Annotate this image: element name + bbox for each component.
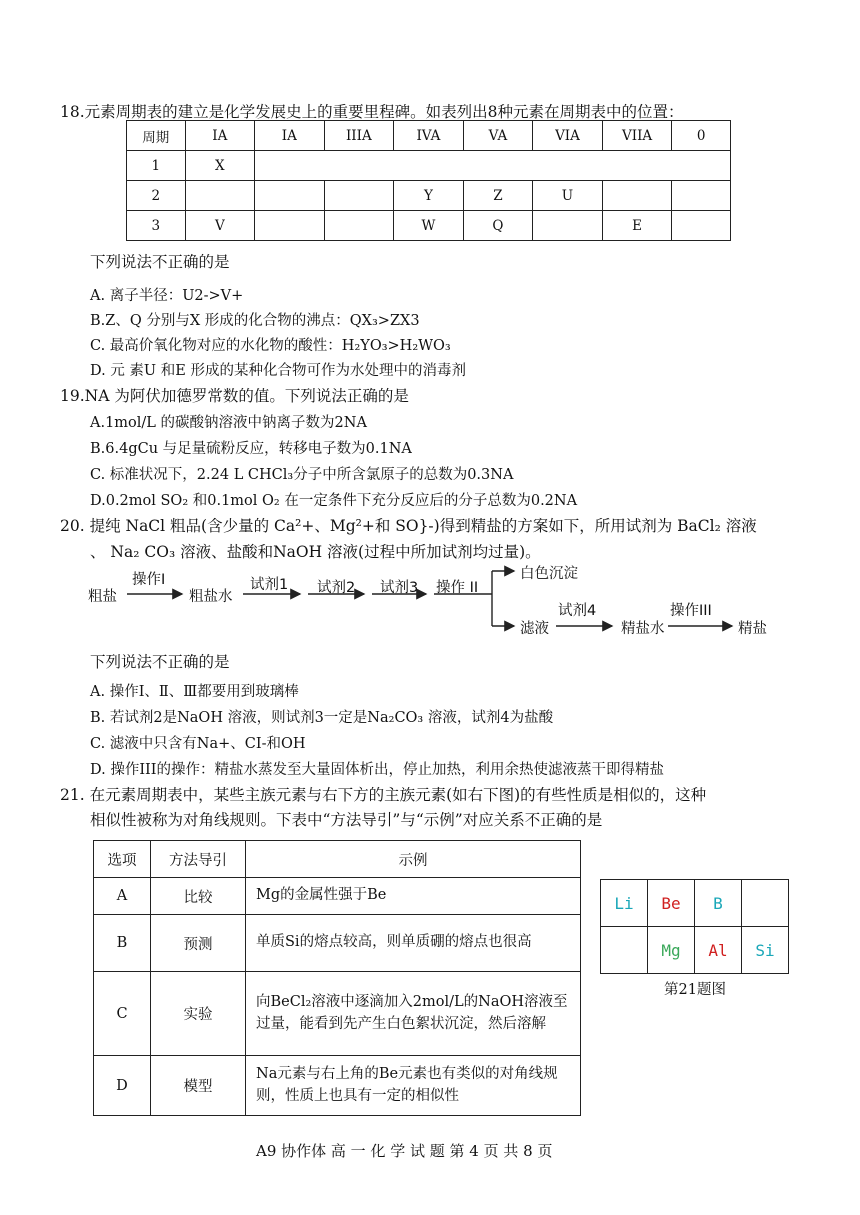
table-cell: Z — [463, 181, 533, 211]
table-cell: 模型 — [151, 1056, 246, 1116]
table-cell: A — [94, 878, 151, 915]
flow-reagent3: 试剂3 — [380, 580, 419, 596]
table-cell: Na元素与右上角的Be元素也有类似的对角线规则，性质上也具有一定的相似性 — [246, 1056, 581, 1116]
table-cell: Q — [463, 211, 533, 241]
table-cell: IA — [185, 121, 254, 151]
table-cell: B — [94, 915, 151, 972]
element-cell: Al — [695, 927, 742, 974]
flow-op2-label: 操作 II — [436, 580, 479, 596]
table-cell: W — [394, 211, 464, 241]
q20-option-c: C. 滤液中只含有Na+、CI-和OH — [90, 736, 306, 752]
diagonal-rule-diagram — [600, 879, 789, 974]
q20-option-a: A. 操作I、Ⅱ、Ⅲ都要用到玻璃棒 — [90, 684, 299, 700]
flow-filtrate: 滤液 — [520, 621, 549, 637]
page-footer: A9 协作体 高 一 化 学 试 题 第 4 页 共 8 页 — [256, 1142, 553, 1160]
table-cell: 示例 — [246, 841, 581, 878]
table-cell: Mg的金属性强于Be — [246, 878, 581, 915]
table-cell: 向BeCl₂溶液中逐滴加入2mol/L的NaOH溶液至过量，能看到先产生白色絮状沉淀，然后溶解 — [246, 972, 581, 1056]
table-cell: Y — [394, 181, 464, 211]
q20-option-b: B. 若试剂2是NaOH 溶液，则试剂3一定是Na₂CO₃ 溶液，试剂4为盐酸 — [90, 710, 554, 726]
table-cell: VIA — [533, 121, 603, 151]
element-cell — [742, 880, 789, 927]
table-cell: V — [185, 211, 254, 241]
table-row — [94, 915, 581, 972]
q20-prompt: 下列说法不正确的是 — [90, 653, 230, 671]
flow-crude-brine: 粗盐水 — [189, 589, 233, 605]
diagram-row — [601, 880, 789, 927]
table-cell: 1 — [127, 151, 186, 181]
flow-op1-label: 操作I — [132, 572, 166, 588]
table-row — [94, 1056, 581, 1116]
flow-reagent1: 试剂1 — [250, 577, 289, 593]
element-cell: B — [695, 880, 742, 927]
q21-stem-line1: 21. 在元素周期表中，某些主族元素与右下方的主族元素(如右下图)的有些性质是相似的，这种 — [60, 786, 707, 804]
element-cell — [601, 927, 648, 974]
table-cell: 0 — [672, 121, 731, 151]
q19-option-a: A.1mol/L 的碳酸钠溶液中钠离子数为2NA — [90, 415, 367, 431]
q19-stem: 19.NA 为阿伏加德罗常数的值。下列说法正确的是 — [60, 387, 409, 405]
flow-op3-label: 操作III — [670, 603, 712, 619]
table-cell: 选项 — [94, 841, 151, 878]
table-cell: IA — [255, 121, 324, 151]
table-cell: VA — [463, 121, 533, 151]
table-cell: 周期 — [127, 121, 186, 151]
table-row — [94, 972, 581, 1056]
q19-option-d: D.0.2mol SO₂ 和0.1mol O₂ 在一定条件下充分反应后的分子总数为0.2NA — [90, 493, 578, 509]
q21-stem-line2: 相似性被称为对角线规则。下表中“方法导引”与“示例”对应关系不正确的是 — [90, 811, 603, 829]
q20-stem-line1: 20. 提纯 NaCl 粗品(含少量的 Ca²+、Mg²+和 SO}-)得到精盐的方案如下，所用试剂为 BaCl₂ 溶液 — [60, 517, 757, 535]
table-cell: C — [94, 972, 151, 1056]
table-cell: 比较 — [151, 878, 246, 915]
q18-option-c: C. 最高价氧化物对应的水化物的酸性：H₂YO₃>H₂WO₃ — [90, 338, 451, 354]
q18-option-d: D. 元 素U 和E 形成的某种化合物可作为水处理中的消毒剂 — [90, 363, 466, 379]
q19-option-c: C. 标准状况下，2.24 L CHCl₃分子中所含氯原子的总数为0.3NA — [90, 467, 514, 483]
flow-reagent4: 试剂4 — [558, 603, 597, 619]
table-cell: E — [602, 211, 672, 241]
table-cell: IVA — [394, 121, 464, 151]
table-cell: 单质Si的熔点较高，则单质硼的熔点也很高 — [246, 915, 581, 972]
table-cell: D — [94, 1056, 151, 1116]
flow-refined-brine: 精盐水 — [621, 621, 665, 637]
table-cell: 3 — [127, 211, 186, 241]
q20-stem-line2: 、 Na₂ CO₃ 溶液、盐酸和NaOH 溶液(过程中所加试剂均过量)。 — [90, 543, 541, 561]
q20-option-d: D. 操作III的操作：精盐水蒸发至大量固体析出，停止加热，利用余热使滤液蒸干即得精盐 — [90, 762, 665, 778]
q18-option-a: A. 离子半径：U2->V+ — [90, 288, 244, 304]
element-cell: Si — [742, 927, 789, 974]
q18-option-b: B.Z、Q 分别与X 形成的化合物的沸点：QX₃>ZX3 — [90, 313, 420, 329]
flow-crude-salt: 粗盐 — [88, 589, 117, 605]
element-cell: Mg — [648, 927, 695, 974]
table-cell: X — [185, 151, 254, 181]
table-row — [94, 878, 581, 915]
table-cell: 2 — [127, 181, 186, 211]
table-cell: VIIA — [602, 121, 672, 151]
flow-refined-salt: 精盐 — [738, 621, 767, 637]
diagram-caption: 第21题图 — [664, 982, 726, 998]
method-example-table — [93, 840, 581, 1116]
table-cell: U — [533, 181, 603, 211]
diagram-row — [601, 927, 789, 974]
q18-prompt: 下列说法不正确的是 — [90, 253, 230, 271]
table-cell: 预测 — [151, 915, 246, 972]
q19-option-b: B.6.4gCu 与足量硫粉反应，转移电子数为0.1NA — [90, 441, 412, 457]
element-cell: Be — [648, 880, 695, 927]
table-header-row — [94, 841, 581, 878]
table-cell: 方法导引 — [151, 841, 246, 878]
flow-reagent2: 试剂2 — [317, 580, 356, 596]
element-cell: Li — [601, 880, 648, 927]
table-cell: IIIA — [324, 121, 394, 151]
flow-white-precipitate: 白色沉淀 — [520, 566, 578, 582]
table-cell: 实验 — [151, 972, 246, 1056]
q18-stem: 18.元素周期表的建立是化学发展史上的重要里程碑。如表列出8种元素在周期表中的位置： — [60, 103, 684, 121]
